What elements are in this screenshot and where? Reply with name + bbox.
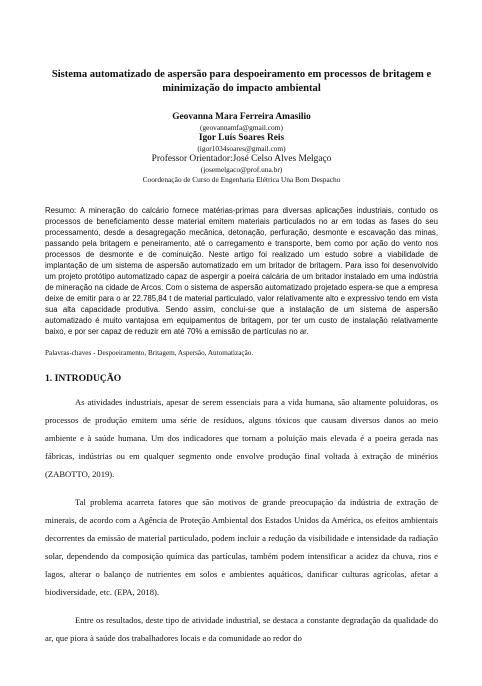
abstract: Resumo: A mineração do calcário fornece matérias-primas para diversas aplicações industriais, contudo os processos de beneficiamento desse material emitem materiais particulados no ar em todas as fases do seu processamento, desde a desagregação mecânica, detonação, perfuração, desmonte e escavação das minas, passando pela britagem e peneiramento, até o carregamento e transporte, bem como por ação do vento nos processos de desmonte e de cominuição. Neste artigo foi realizado um estudo sobre a viabilidade de implantação de um sistema de aspersão automatizado em um britador de britagem. Para isso foi desenvolvido um projeto protótipo automatizado capaz de aspergir a poeira calcária de um britador instalado em uma indústria de mineração na cidade de Arcos. Com o sistema de aspersão automatizado projetado espera-se que a empresa deixe de emitir para o ar 22.785,84 t de material particulado, valor relativamente alto e expressivo tendo em vista sua alta capacidade produtiva. Sendo assim, conclui-se que a instalação de um sistema de aspersão automatizado é muito vantajosa em equipamentos de britagem, por ter um custo de instalação relativamente baixo, e por ser capaz de reduzir em até 70% a emissão de partículas no ar.	[45, 206, 438, 336]
author-block	[45, 112, 438, 185]
author-name: Geovanna Mara Ferreira Amasilio	[172, 112, 311, 122]
section-heading: 1. INTRODUÇÃO	[45, 373, 122, 384]
author-name: Igor Luís Soares Reis	[198, 133, 285, 143]
body-paragraph: As atividades industriais, apesar de serem essenciais para a vida humana, são altamente poluidoras, os processos de produção emitem uma série de resíduos, alguns tóxicos que causam diversos danos ao meio ambiente e à saúde humana. Um dos indicadores que tornam a poluição mais elevada é a poeira gerada nas fábricas, indústrias ou em qualquer segmento onde envolve produção final voltada à extração de minérios (ZABOTTO, 2019).	[45, 397, 438, 479]
body-paragraph: Tal problema acarreta fatores que são motivos de grande preocupação da indústria de extração de minerais, de acordo com a Agência de Proteção Ambiental dos Estados Unidos da América, os efeitos ambientais decorrentes da emissão de material particulado, podem incluir a redução da visibilidade e intensidade da radiação solar, dependendo da composição química das partículas, também podem intensificar a acidez da chuva, rios e lagos, alterar o balanço de nutrientes em solos e ambientes aquáticos, danificar culturas agrícolas, afetar a biodiversidade, etc. (EPA, 2018).	[45, 497, 438, 597]
author-email: (geovannamfa@gmail.com)	[200, 123, 283, 132]
course-affiliation: Coordenação de Curso de Engenharia Elétrica Una Bom Despacho	[142, 175, 341, 184]
advisor-email: (josemelgaco@prof.una.br)	[200, 165, 283, 174]
advisor-name: Professor Orientador:José Celso Alves Melgaço	[151, 154, 332, 164]
body-paragraph: Entre os resultados, deste tipo de atividade industrial, se destaca a constante degradação da qualidade do ar, que piora à saúde dos trabalhadores locais e da comunidade ao redor do	[45, 615, 438, 643]
author-email: (igor1034soares@gmail.com)	[197, 144, 286, 153]
paper-title: Sistema automatizado de aspersão para despoeiramento em processos de britagem e minimização do impacto ambiental	[51, 69, 432, 94]
keywords: Palavras-chaves - Despoeiramento, Britagem, Aspersão, Automatização.	[45, 349, 254, 357]
